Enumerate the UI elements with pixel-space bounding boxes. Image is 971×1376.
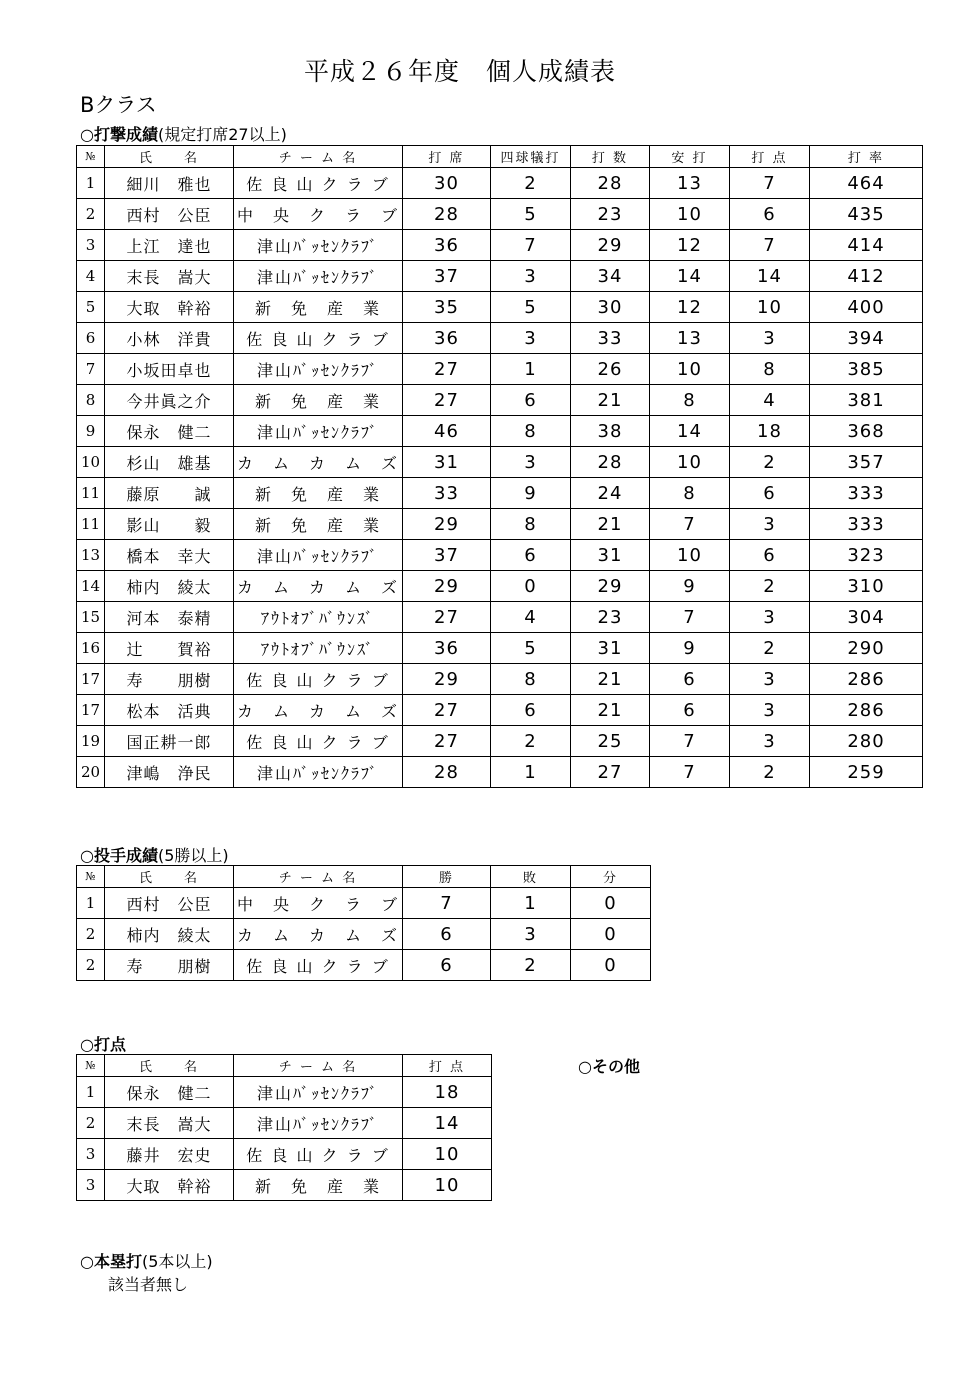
team-name-cell: 津山ﾊﾞｯｾﾝｸﾗﾌﾞ xyxy=(234,1077,403,1108)
stat-cell: 2 xyxy=(730,571,810,602)
batting-heading-title: ○打撃成績 xyxy=(80,125,158,144)
pitching-col-header: 勝 xyxy=(403,866,491,888)
stat-cell: 3 xyxy=(491,323,571,354)
rank-cell: 2 xyxy=(77,950,105,981)
stat-cell: 333 xyxy=(810,509,923,540)
player-name-cell: 国正耕一郎 xyxy=(105,726,234,757)
batting-col-header: 打 席 xyxy=(403,146,491,168)
player-name-cell: 上江 達也 xyxy=(105,230,234,261)
stat-cell: 10 xyxy=(650,199,730,230)
team-name-cell: カ ム カ ム ズ xyxy=(234,571,403,602)
batting-row xyxy=(77,757,923,788)
stat-cell: 10 xyxy=(650,540,730,571)
stat-cell: 21 xyxy=(571,509,650,540)
rank-cell: 11 xyxy=(77,509,105,540)
stat-cell: 21 xyxy=(571,695,650,726)
stat-cell: 10 xyxy=(650,447,730,478)
stat-cell: 37 xyxy=(403,261,491,292)
stat-cell: 3 xyxy=(730,323,810,354)
team-name-cell: 中 央 ク ラ ブ xyxy=(234,199,403,230)
team-name-cell: 佐 良 山 ク ラ ブ xyxy=(234,726,403,757)
stat-cell: 7 xyxy=(650,757,730,788)
rbi-col-header: 氏 名 xyxy=(105,1055,234,1077)
player-name-cell: 杉山 雄基 xyxy=(105,447,234,478)
team-name-cell: 津山ﾊﾞｯｾﾝｸﾗﾌﾞ xyxy=(234,757,403,788)
rbi-header-row xyxy=(77,1055,492,1077)
stat-cell: 385 xyxy=(810,354,923,385)
pitching-col-header: 分 xyxy=(571,866,651,888)
rank-cell: 3 xyxy=(77,230,105,261)
stat-cell: 27 xyxy=(403,602,491,633)
rank-cell: 14 xyxy=(77,571,105,602)
team-name-cell: 新 免 産 業 xyxy=(234,509,403,540)
rank-cell: 17 xyxy=(77,664,105,695)
team-name-cell: 佐 良 山 ク ラ ブ xyxy=(234,1139,403,1170)
batting-row xyxy=(77,633,923,664)
homerun-none-text: 該当者無し xyxy=(108,1275,189,1294)
rbi-col-header: № xyxy=(77,1055,105,1077)
stat-cell: 1 xyxy=(491,888,571,919)
batting-row xyxy=(77,509,923,540)
batting-row xyxy=(77,571,923,602)
batting-col-header: № xyxy=(77,146,105,168)
stat-cell: 5 xyxy=(491,199,571,230)
stat-cell: 28 xyxy=(571,447,650,478)
stat-cell: 414 xyxy=(810,230,923,261)
player-name-cell: 保永 健二 xyxy=(105,1077,234,1108)
player-name-cell: 小林 洋貴 xyxy=(105,323,234,354)
pitching-row xyxy=(77,888,651,919)
pitching-heading-title: ○投手成績 xyxy=(80,846,158,865)
rbi-body xyxy=(77,1077,492,1201)
stat-cell: 8 xyxy=(491,509,571,540)
rbi-row xyxy=(77,1170,492,1201)
player-name-cell: 松本 活典 xyxy=(105,695,234,726)
stat-cell: 46 xyxy=(403,416,491,447)
stat-cell: 368 xyxy=(810,416,923,447)
stat-cell: 6 xyxy=(403,950,491,981)
other-heading-title: ○その他 xyxy=(578,1057,640,1076)
team-name-cell: 中 央 ク ラ ブ xyxy=(234,888,403,919)
stat-cell: 2 xyxy=(730,633,810,664)
stat-cell: 6 xyxy=(403,919,491,950)
stat-cell: 29 xyxy=(403,571,491,602)
batting-col-header: 打 点 xyxy=(730,146,810,168)
batting-row xyxy=(77,354,923,385)
stat-cell: 0 xyxy=(571,950,651,981)
team-name-cell: 津山ﾊﾞｯｾﾝｸﾗﾌﾞ xyxy=(234,261,403,292)
stat-cell: 6 xyxy=(491,385,571,416)
rank-cell: 5 xyxy=(77,292,105,323)
batting-row xyxy=(77,323,923,354)
stat-cell: 10 xyxy=(730,292,810,323)
pitching-body xyxy=(77,888,651,981)
stat-cell: 31 xyxy=(571,633,650,664)
batting-row xyxy=(77,540,923,571)
rbi-row xyxy=(77,1108,492,1139)
batting-header-row xyxy=(77,146,923,168)
stat-cell: 30 xyxy=(403,168,491,199)
team-name-cell: 津山ﾊﾞｯｾﾝｸﾗﾌﾞ xyxy=(234,1108,403,1139)
pitching-col-header: 敗 xyxy=(491,866,571,888)
batting-col-header: 打 数 xyxy=(571,146,650,168)
stat-cell: 464 xyxy=(810,168,923,199)
team-name-cell: カ ム カ ム ズ xyxy=(234,695,403,726)
stat-cell: 27 xyxy=(571,757,650,788)
stat-cell: 6 xyxy=(730,540,810,571)
team-name-cell: 津山ﾊﾞｯｾﾝｸﾗﾌﾞ xyxy=(234,540,403,571)
rank-cell: 1 xyxy=(77,888,105,919)
stat-cell: 381 xyxy=(810,385,923,416)
stat-cell: 7 xyxy=(730,168,810,199)
rank-cell: 3 xyxy=(77,1139,105,1170)
batting-heading-note: (規定打席27以上) xyxy=(157,125,287,144)
stat-cell: 21 xyxy=(571,664,650,695)
player-name-cell: 影山 毅 xyxy=(105,509,234,540)
stat-cell: 8 xyxy=(730,354,810,385)
team-name-cell: ｱｳﾄｵﾌﾞﾊﾞｳﾝｽﾞ xyxy=(234,602,403,633)
batting-table xyxy=(76,145,923,788)
stat-cell: 38 xyxy=(571,416,650,447)
stat-cell: 26 xyxy=(571,354,650,385)
stat-cell: 8 xyxy=(491,664,571,695)
stat-cell: 9 xyxy=(491,478,571,509)
other-heading xyxy=(578,1054,640,1077)
stat-cell: 10 xyxy=(650,354,730,385)
team-name-cell: 新 免 産 業 xyxy=(234,292,403,323)
stat-cell: 7 xyxy=(650,602,730,633)
rank-cell: 4 xyxy=(77,261,105,292)
batting-row xyxy=(77,230,923,261)
player-name-cell: 河本 泰精 xyxy=(105,602,234,633)
stat-cell: 4 xyxy=(491,602,571,633)
stat-cell: 3 xyxy=(730,509,810,540)
rank-cell: 19 xyxy=(77,726,105,757)
batting-body xyxy=(77,168,923,788)
rank-cell: 2 xyxy=(77,1108,105,1139)
stat-cell: 8 xyxy=(650,478,730,509)
stat-cell: 6 xyxy=(491,695,571,726)
stat-cell: 7 xyxy=(730,230,810,261)
stat-cell: 435 xyxy=(810,199,923,230)
batting-col-header: 安 打 xyxy=(650,146,730,168)
stat-cell: 6 xyxy=(491,540,571,571)
batting-row xyxy=(77,695,923,726)
stat-cell: 9 xyxy=(650,571,730,602)
stat-cell: 5 xyxy=(491,292,571,323)
rank-cell: 20 xyxy=(77,757,105,788)
batting-heading xyxy=(80,122,287,145)
stat-cell: 36 xyxy=(403,323,491,354)
stat-cell: 28 xyxy=(571,168,650,199)
stat-cell: 5 xyxy=(491,633,571,664)
stat-cell: 10 xyxy=(403,1170,492,1201)
stat-cell: 14 xyxy=(650,416,730,447)
stat-cell: 2 xyxy=(730,757,810,788)
stat-cell: 13 xyxy=(650,168,730,199)
rbi-row xyxy=(77,1139,492,1170)
stat-cell: 310 xyxy=(810,571,923,602)
stat-cell: 0 xyxy=(571,888,651,919)
rbi-heading xyxy=(80,1032,126,1055)
team-name-cell: 津山ﾊﾞｯｾﾝｸﾗﾌﾞ xyxy=(234,230,403,261)
stat-cell: 400 xyxy=(810,292,923,323)
stat-cell: 6 xyxy=(730,199,810,230)
homerun-heading-title: ○本塁打 xyxy=(80,1252,142,1271)
stat-cell: 27 xyxy=(403,695,491,726)
stat-cell: 3 xyxy=(730,695,810,726)
rank-cell: 11 xyxy=(77,478,105,509)
stat-cell: 3 xyxy=(491,261,571,292)
batting-row xyxy=(77,726,923,757)
stat-cell: 29 xyxy=(403,509,491,540)
stat-cell: 2 xyxy=(730,447,810,478)
stat-cell: 21 xyxy=(571,385,650,416)
stat-cell: 2 xyxy=(491,726,571,757)
stat-cell: 6 xyxy=(650,695,730,726)
stat-cell: 6 xyxy=(650,664,730,695)
stat-cell: 3 xyxy=(730,602,810,633)
stat-cell: 28 xyxy=(403,757,491,788)
stat-cell: 357 xyxy=(810,447,923,478)
stat-cell: 29 xyxy=(571,571,650,602)
stat-cell: 6 xyxy=(730,478,810,509)
stat-cell: 290 xyxy=(810,633,923,664)
stat-cell: 2 xyxy=(491,168,571,199)
player-name-cell: 津嶋 浄民 xyxy=(105,757,234,788)
stat-cell: 7 xyxy=(491,230,571,261)
batting-row xyxy=(77,447,923,478)
stat-cell: 36 xyxy=(403,230,491,261)
page-title: 平成２６年度 個人成績表 xyxy=(303,57,616,86)
stat-cell: 304 xyxy=(810,602,923,633)
player-name-cell: 保永 健二 xyxy=(105,416,234,447)
rank-cell: 8 xyxy=(77,385,105,416)
batting-row xyxy=(77,199,923,230)
homerun-heading xyxy=(80,1249,213,1272)
class-label: Bクラス xyxy=(80,93,157,117)
team-name-cell: ｱｳﾄｵﾌﾞﾊﾞｳﾝｽﾞ xyxy=(234,633,403,664)
stat-cell: 333 xyxy=(810,478,923,509)
batting-row xyxy=(77,385,923,416)
stat-cell: 394 xyxy=(810,323,923,354)
player-name-cell: 藤井 宏史 xyxy=(105,1139,234,1170)
rank-cell: 13 xyxy=(77,540,105,571)
stat-cell: 12 xyxy=(650,230,730,261)
pitching-col-header: チ ー ム 名 xyxy=(234,866,403,888)
stat-cell: 27 xyxy=(403,354,491,385)
pitching-col-header: № xyxy=(77,866,105,888)
pitching-heading xyxy=(80,843,229,866)
stat-cell: 9 xyxy=(650,633,730,664)
player-name-cell: 西村 公臣 xyxy=(105,888,234,919)
stat-cell: 3 xyxy=(491,447,571,478)
stat-cell: 286 xyxy=(810,664,923,695)
stat-cell: 412 xyxy=(810,261,923,292)
stat-cell: 31 xyxy=(571,540,650,571)
stat-cell: 14 xyxy=(650,261,730,292)
stat-cell: 1 xyxy=(491,354,571,385)
stat-cell: 2 xyxy=(491,950,571,981)
stat-cell: 30 xyxy=(571,292,650,323)
rank-cell: 2 xyxy=(77,919,105,950)
batting-row xyxy=(77,168,923,199)
stat-cell: 14 xyxy=(730,261,810,292)
rank-cell: 6 xyxy=(77,323,105,354)
player-name-cell: 藤原 誠 xyxy=(105,478,234,509)
rank-cell: 10 xyxy=(77,447,105,478)
player-name-cell: 末長 嵩大 xyxy=(105,261,234,292)
stat-cell: 8 xyxy=(650,385,730,416)
stat-cell: 323 xyxy=(810,540,923,571)
stat-cell: 3 xyxy=(491,919,571,950)
pitching-table xyxy=(76,865,651,981)
rank-cell: 16 xyxy=(77,633,105,664)
stat-cell: 7 xyxy=(403,888,491,919)
player-name-cell: 柿内 綾太 xyxy=(105,571,234,602)
player-name-cell: 大取 幹裕 xyxy=(105,1170,234,1201)
pitching-col-header: 氏 名 xyxy=(105,866,234,888)
team-name-cell: 佐 良 山 ク ラ ブ xyxy=(234,950,403,981)
stat-cell: 29 xyxy=(403,664,491,695)
stat-cell: 0 xyxy=(571,919,651,950)
pitching-row xyxy=(77,919,651,950)
batting-col-header: 打 率 xyxy=(810,146,923,168)
pitching-row xyxy=(77,950,651,981)
player-name-cell: 寿 朋樹 xyxy=(105,664,234,695)
batting-row xyxy=(77,261,923,292)
stat-cell: 259 xyxy=(810,757,923,788)
player-name-cell: 辻 賀裕 xyxy=(105,633,234,664)
rbi-col-header: チ ー ム 名 xyxy=(234,1055,403,1077)
rbi-table xyxy=(76,1054,492,1201)
batting-col-header: チ ー ム 名 xyxy=(234,146,403,168)
player-name-cell: 橋本 幸大 xyxy=(105,540,234,571)
team-name-cell: カ ム カ ム ズ xyxy=(234,447,403,478)
stat-cell: 23 xyxy=(571,199,650,230)
player-name-cell: 寿 朋樹 xyxy=(105,950,234,981)
stat-cell: 280 xyxy=(810,726,923,757)
batting-row xyxy=(77,478,923,509)
stat-cell: 0 xyxy=(491,571,571,602)
rank-cell: 1 xyxy=(77,1077,105,1108)
stat-cell: 35 xyxy=(403,292,491,323)
team-name-cell: 津山ﾊﾞｯｾﾝｸﾗﾌﾞ xyxy=(234,354,403,385)
player-name-cell: 細川 雅也 xyxy=(105,168,234,199)
stat-cell: 36 xyxy=(403,633,491,664)
stat-cell: 25 xyxy=(571,726,650,757)
stat-cell: 3 xyxy=(730,664,810,695)
stat-cell: 18 xyxy=(403,1077,492,1108)
stat-cell: 29 xyxy=(571,230,650,261)
stat-cell: 3 xyxy=(730,726,810,757)
rank-cell: 7 xyxy=(77,354,105,385)
batting-row xyxy=(77,292,923,323)
team-name-cell: 新 免 産 業 xyxy=(234,478,403,509)
player-name-cell: 西村 公臣 xyxy=(105,199,234,230)
stat-cell: 8 xyxy=(491,416,571,447)
player-name-cell: 今井眞之介 xyxy=(105,385,234,416)
team-name-cell: 佐 良 山 ク ラ ブ xyxy=(234,168,403,199)
rank-cell: 15 xyxy=(77,602,105,633)
rank-cell: 1 xyxy=(77,168,105,199)
stat-cell: 28 xyxy=(403,199,491,230)
homerun-heading-note: (5本以上) xyxy=(141,1252,213,1271)
batting-col-header: 四球犠打 xyxy=(491,146,571,168)
stat-cell: 12 xyxy=(650,292,730,323)
batting-row xyxy=(77,602,923,633)
rank-cell: 3 xyxy=(77,1170,105,1201)
stat-cell: 37 xyxy=(403,540,491,571)
team-name-cell: 佐 良 山 ク ラ ブ xyxy=(234,323,403,354)
player-name-cell: 小坂田卓也 xyxy=(105,354,234,385)
stat-cell: 4 xyxy=(730,385,810,416)
stat-cell: 286 xyxy=(810,695,923,726)
pitching-heading-note: (5勝以上) xyxy=(157,846,229,865)
rank-cell: 2 xyxy=(77,199,105,230)
team-name-cell: 新 免 産 業 xyxy=(234,1170,403,1201)
stat-cell: 33 xyxy=(571,323,650,354)
player-name-cell: 柿内 綾太 xyxy=(105,919,234,950)
batting-row xyxy=(77,664,923,695)
team-name-cell: 佐 良 山 ク ラ ブ xyxy=(234,664,403,695)
batting-row xyxy=(77,416,923,447)
stat-cell: 13 xyxy=(650,323,730,354)
rank-cell: 9 xyxy=(77,416,105,447)
player-name-cell: 末長 嵩大 xyxy=(105,1108,234,1139)
rbi-row xyxy=(77,1077,492,1108)
stat-cell: 18 xyxy=(730,416,810,447)
pitching-header-row xyxy=(77,866,651,888)
stat-cell: 7 xyxy=(650,726,730,757)
batting-col-header: 氏 名 xyxy=(105,146,234,168)
stat-cell: 34 xyxy=(571,261,650,292)
rbi-col-header: 打 点 xyxy=(403,1055,492,1077)
stat-cell: 14 xyxy=(403,1108,492,1139)
stat-cell: 1 xyxy=(491,757,571,788)
stat-cell: 23 xyxy=(571,602,650,633)
stat-cell: 24 xyxy=(571,478,650,509)
stat-cell: 31 xyxy=(403,447,491,478)
player-name-cell: 大取 幹裕 xyxy=(105,292,234,323)
team-name-cell: 新 免 産 業 xyxy=(234,385,403,416)
stat-cell: 10 xyxy=(403,1139,492,1170)
stat-cell: 27 xyxy=(403,726,491,757)
team-name-cell: カ ム カ ム ズ xyxy=(234,919,403,950)
rbi-heading-title: ○打点 xyxy=(80,1035,126,1054)
stat-cell: 27 xyxy=(403,385,491,416)
team-name-cell: 津山ﾊﾞｯｾﾝｸﾗﾌﾞ xyxy=(234,416,403,447)
stat-cell: 7 xyxy=(650,509,730,540)
stat-cell: 33 xyxy=(403,478,491,509)
rank-cell: 17 xyxy=(77,695,105,726)
